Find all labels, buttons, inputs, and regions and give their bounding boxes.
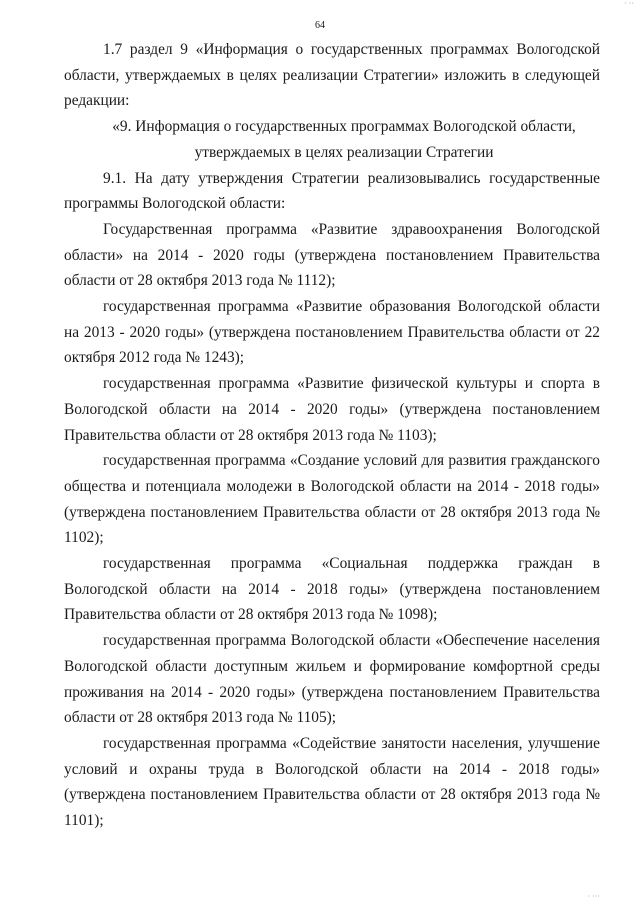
- paragraph-section-amendment: 1.7 раздел 9 «Информация о государственных программах Вологодской области, утверждаемых в целях реализации Стратегии» изложить в следующей редакции:: [64, 41, 600, 110]
- paragraph-program-housing: государственная программа Вологодской области «Обеспечение населения Вологодской области доступным жильем и формирование комфортной среды проживания на 2014 - 2020 годы» (утверждена постановлением Правительства области от 28 октября 2013 года № 1105);: [64, 632, 600, 727]
- paragraph-program-healthcare: Государственная программа «Развитие здравоохранения Вологодской области» на 2014 - 2020 годы (утверждена постановлением Правительства области от 28 октября 2013 года № 1112);: [64, 220, 600, 290]
- scan-mark-bottom-right: · ···: [587, 892, 600, 901]
- paragraph-program-civil-society: государственная программа «Создание условий для развития гражданского общества и потенциала молодежи в Вологодской области на 2014 - 2018 годы» (утверждена постановлением Правительства области от 28 октября 2013 года № 1102);: [64, 452, 600, 547]
- paragraph-program-employment: государственная программа «Содействие занятости населения, улучшение условий и охраны труда в Вологодской области на 2014 - 2018 годы» (утверждена постановлением Правительства области от 28 октября 2013 года № 1101);: [64, 734, 600, 830]
- scan-mark-top-right: · ··: [624, 0, 634, 8]
- paragraph-program-education: государственная программа «Развитие образования Вологодской области на 2013 - 2020 годы» (утверждена постановлением Правительства области от 22 октября 2012 года № 1243);: [64, 298, 600, 367]
- section-heading: «9. Информация о государственных программах Вологодской области, утверждаемых в целях реализации Стратегии: [112, 118, 576, 161]
- paragraph-program-social-support: государственная программа «Социальная поддержка граждан в Вологодской области на 2014 - 2018 годы» (утверждена постановлением Правительства области от 28 октября 2013 года № 1098);: [64, 555, 600, 624]
- paragraph-intro: 9.1. На дату утверждения Стратегии реализовывались государственные программы Вологодской области:: [64, 169, 600, 213]
- page-number: 64: [315, 20, 325, 31]
- paragraph-program-sport: государственная программа «Развитие физической культуры и спорта в Вологодской области на 2014 - 2020 годы» (утверждена постановлением Правительства области от 28 октября 2013 года № 1103);: [64, 375, 600, 444]
- document-body: [64, 37, 600, 834]
